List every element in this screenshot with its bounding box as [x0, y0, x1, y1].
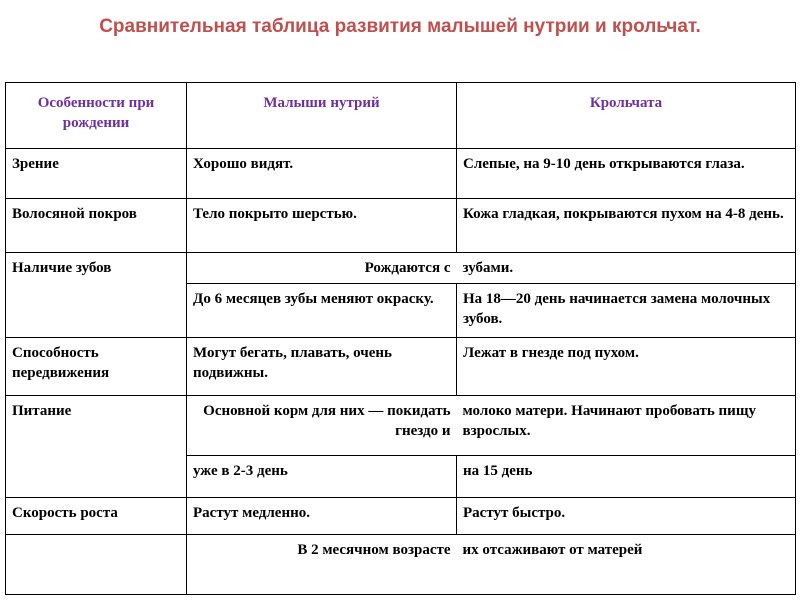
row-label-weaning-empty — [6, 535, 187, 595]
cell-rabbit-vision: Слепые, на 9-10 день открываются глаза. — [457, 149, 796, 199]
header-features: Особенности при рождении — [6, 83, 187, 149]
table-row-food — [6, 396, 796, 456]
row-label-teeth: Наличие зубов — [6, 253, 187, 284]
cell-nutria-vision: Хорошо видят. — [187, 149, 457, 199]
cell-teeth-shared-left: Рождаются с — [187, 253, 457, 284]
cell-teeth-shared-right: зубами. — [457, 253, 796, 284]
table-row-movement — [6, 338, 796, 396]
table-header-row — [6, 83, 796, 149]
row-label-growth: Скорость роста — [6, 498, 187, 535]
row-label-food-empty — [6, 456, 187, 498]
row-label-food: Питание — [6, 396, 187, 456]
comparison-table — [5, 82, 796, 595]
table-row-teeth-detail — [6, 284, 796, 338]
table-row-weaning — [6, 535, 796, 595]
table-row-food-detail — [6, 456, 796, 498]
cell-nutria-food: уже в 2-3 день — [187, 456, 457, 498]
cell-nutria-teeth: До 6 месяцев зубы меняют окраску. — [187, 284, 457, 338]
cell-weaning-shared-left: В 2 месячном возрасте — [187, 535, 457, 595]
cell-food-shared-right: молоко матери. Начинают пробовать пищу взрослых. — [457, 396, 796, 456]
cell-rabbit-growth: Растут быстро. — [457, 498, 796, 535]
cell-weaning-shared-right: их отсаживают от матерей — [457, 535, 796, 595]
cell-rabbit-teeth: На 18—20 день начинается замена молочных зубов. — [457, 284, 796, 338]
table-row-teeth — [6, 253, 796, 284]
cell-food-shared-left: Основной корм для них — покидать гнездо и — [187, 396, 457, 456]
header-rabbits: Крольчата — [457, 83, 796, 149]
table-row-vision — [6, 149, 796, 199]
cell-nutria-fur: Тело покрыто шерстью. — [187, 199, 457, 253]
table-row-growth — [6, 498, 796, 535]
comparison-table-container — [5, 82, 795, 600]
cell-rabbit-fur: Кожа гладкая, покрываются пухом на 4-8 день. — [457, 199, 796, 253]
table-row-fur — [6, 199, 796, 253]
cell-nutria-growth: Растут медленно. — [187, 498, 457, 535]
cell-nutria-movement: Могут бегать, плавать, очень подвижны. — [187, 338, 457, 396]
row-label-vision: Зрение — [6, 149, 187, 199]
cell-rabbit-food: на 15 день — [457, 456, 796, 498]
header-nutria: Малыши нутрий — [187, 83, 457, 149]
page-title: Сравнительная таблица развития малышей нутрии и крольчат. — [99, 16, 701, 37]
row-label-movement: Способность передвижения — [6, 338, 187, 396]
row-label-teeth-empty — [6, 284, 187, 338]
row-label-fur: Волосяной покров — [6, 199, 187, 253]
cell-rabbit-movement: Лежат в гнезде под пухом. — [457, 338, 796, 396]
